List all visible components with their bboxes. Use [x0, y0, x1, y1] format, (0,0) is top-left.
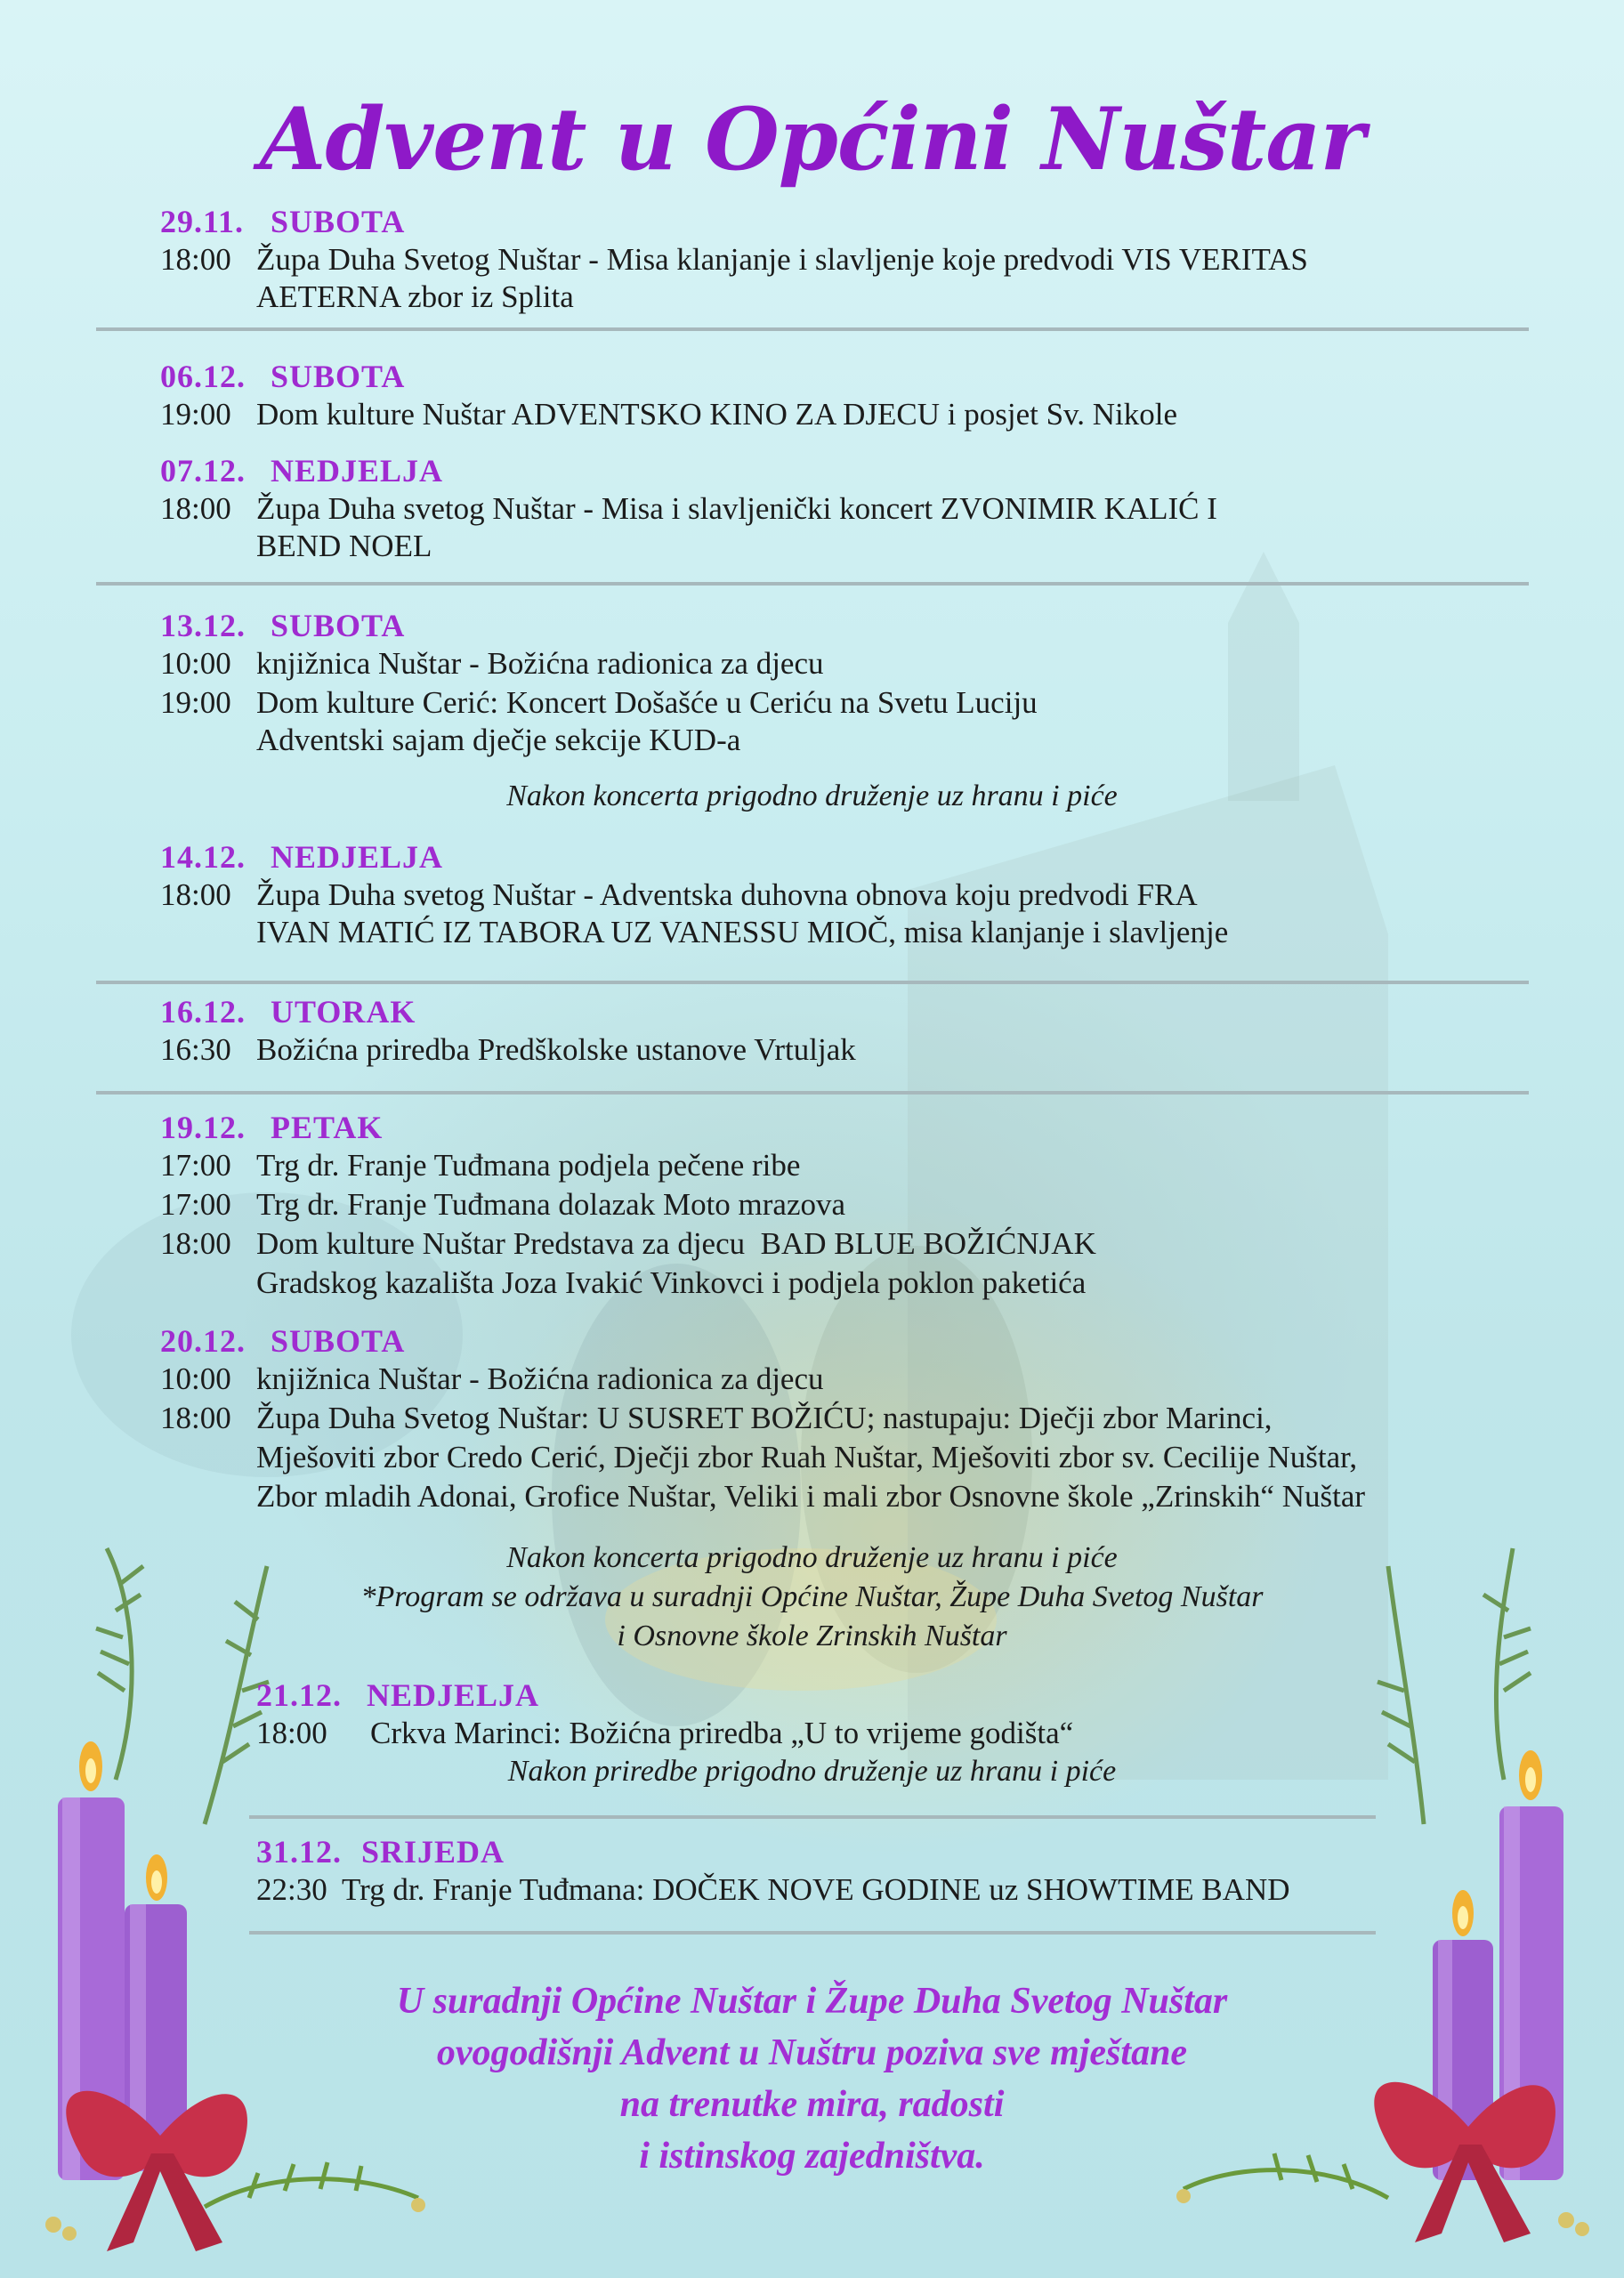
event-note: Nakon priredbe prigodno druženje uz hranu i piće	[507, 1755, 1117, 1788]
event-text: Dom kulture Cerić: Koncert Došašće u Ceriću na Svetu Luciju	[256, 685, 1038, 720]
event-date: 20.12.	[160, 1323, 246, 1359]
event-text: Župa Duha svetog Nuštar - Adventska duhovna obnova koju predvodi FRA	[256, 877, 1198, 912]
event-row	[160, 1148, 801, 1183]
event-row	[160, 646, 824, 682]
event-row	[160, 1226, 1096, 1262]
event-text: Trg dr. Franje Tuđmana podjela pečene ribe	[256, 1148, 801, 1183]
event-row	[160, 1401, 1273, 1436]
event-text-continued: IVAN MATIĆ IZ TABORA UZ VANESSU MIOČ, misa klanjanje i slavljenje	[256, 915, 1229, 949]
event-time: 18:00	[160, 1226, 231, 1261]
event-row	[160, 397, 1178, 432]
event-time: 18:00	[160, 491, 231, 526]
event-note: *Program se održava u suradnji Općine Nuštar, Župe Duha Svetog Nuštar	[360, 1580, 1264, 1613]
event-time: 22:30	[256, 1872, 327, 1907]
event-day: NEDJELJA	[271, 453, 444, 489]
event-text: Župa Duha Svetog Nuštar: U SUSRET BOŽIĆU; nastupaju: Dječji zbor Marinci,	[256, 1401, 1273, 1435]
event-date-header	[160, 1109, 383, 1146]
closing-line: U suradnji Općine Nuštar i Župe Duha Svetog Nuštar	[396, 1981, 1228, 2022]
event-row	[160, 242, 1308, 278]
event-text: Trg dr. Franje Tuđmana: DOČEK NOVE GODINE uz SHOWTIME BAND	[342, 1872, 1290, 1907]
event-time: 18:00	[160, 242, 231, 277]
event-date: 14.12.	[160, 839, 246, 875]
event-date: 31.12.	[256, 1834, 342, 1870]
event-date-header	[160, 358, 405, 395]
page-title: Advent u Općini Nuštar	[259, 89, 1365, 190]
event-text: Dom kulture Nuštar ADVENTSKO KINO ZA DJECU i posjet Sv. Nikole	[256, 397, 1178, 432]
event-text-continued: Adventski sajam dječje sekcije KUD-a	[256, 723, 741, 757]
event-text: knjižnica Nuštar - Božićna radionica za djecu	[256, 646, 824, 681]
event-time: 18:00	[160, 1401, 231, 1435]
event-date-header	[160, 607, 405, 644]
separator	[96, 582, 1529, 586]
event-date: 29.11.	[160, 204, 245, 239]
event-time: 18:00	[256, 1716, 327, 1750]
event-text: Dom kulture Nuštar Predstava za djecu BAD BLUE BOŽIĆNJAK	[256, 1226, 1096, 1261]
separator	[249, 1931, 1376, 1935]
event-date-header	[256, 1676, 539, 1714]
event-time: 17:00	[160, 1148, 231, 1183]
event-date: 16.12.	[160, 994, 246, 1030]
event-time: 19:00	[160, 397, 231, 432]
event-row	[160, 685, 1038, 721]
event-row	[160, 491, 1217, 527]
event-time: 17:00	[160, 1187, 231, 1222]
event-day: SUBOTA	[271, 1323, 406, 1359]
event-date: 19.12.	[160, 1110, 246, 1145]
event-day: SUBOTA	[271, 608, 406, 643]
closing-message	[0, 1975, 1624, 2182]
event-day: UTORAK	[271, 994, 416, 1030]
event-text: Župa Duha svetog Nuštar - Misa i slavljenički koncert ZVONIMIR KALIĆ I	[256, 491, 1217, 526]
separator	[96, 981, 1529, 984]
event-text-continued: Mješoviti zbor Credo Cerić, Dječji zbor Ruah Nuštar, Mješoviti zbor sv. Cecilije Nuštar,	[256, 1440, 1358, 1474]
event-date: 07.12.	[160, 453, 246, 489]
event-row	[160, 1187, 846, 1223]
event-row	[160, 1032, 856, 1068]
event-date-header	[160, 838, 443, 876]
event-date: 13.12.	[160, 608, 246, 643]
closing-line: ovogodišnji Advent u Nuštru poziva sve mještane	[436, 2032, 1188, 2073]
event-time: 10:00	[160, 646, 231, 681]
separator	[96, 1091, 1529, 1095]
event-day: NEDJELJA	[367, 1677, 540, 1713]
event-day: PETAK	[271, 1110, 384, 1145]
event-text: knjižnica Nuštar - Božićna radionica za djecu	[256, 1361, 824, 1396]
event-text-continued: Zbor mladih Adonai, Grofice Nuštar, Veliki i mali zbor Osnovne škole „Zrinskih“ Nuštar	[256, 1479, 1366, 1514]
event-text: Župa Duha Svetog Nuštar - Misa klanjanje i slavljenje koje predvodi VIS VERITAS	[256, 242, 1308, 277]
closing-line: na trenutke mira, radosti	[619, 2084, 1005, 2125]
event-text: Trg dr. Franje Tuđmana dolazak Moto mrazova	[256, 1187, 846, 1222]
event-note: Nakon koncerta prigodno druženje uz hranu i piće	[506, 1541, 1118, 1574]
event-text: Crkva Marinci: Božićna priredba „U to vrijeme godišta“	[370, 1716, 1074, 1750]
separator	[96, 327, 1529, 331]
closing-line: i istinskog zajedništva.	[639, 2136, 985, 2177]
event-text-continued: BEND NOEL	[256, 529, 432, 563]
event-day: SUBOTA	[271, 204, 406, 239]
event-day: SUBOTA	[271, 359, 406, 394]
event-date-header	[160, 1322, 405, 1360]
event-time: 18:00	[160, 877, 231, 912]
event-date-header	[160, 203, 405, 240]
event-row	[160, 877, 1198, 913]
event-day: SRIJEDA	[361, 1834, 505, 1870]
event-date: 21.12.	[256, 1677, 342, 1713]
event-text-continued: Gradskog kazališta Joza Ivakić Vinkovci i podjela poklon paketića	[256, 1265, 1087, 1300]
event-date: 06.12.	[160, 359, 246, 394]
event-row	[256, 1872, 1290, 1908]
event-date-header	[160, 993, 416, 1030]
event-date-header	[160, 452, 443, 489]
event-day: NEDJELJA	[271, 839, 444, 875]
event-time: 16:30	[160, 1032, 231, 1067]
separator	[249, 1815, 1376, 1819]
event-text-continued: AETERNA zbor iz Splita	[256, 279, 574, 314]
event-text: Božićna priredba Predškolske ustanove Vrtuljak	[256, 1032, 856, 1067]
event-note: i Osnovne škole Zrinskih Nuštar	[617, 1620, 1007, 1652]
event-note: Nakon koncerta prigodno druženje uz hranu i piće	[506, 780, 1118, 812]
event-row	[256, 1716, 1074, 1751]
event-date-header	[256, 1833, 505, 1870]
event-time: 19:00	[160, 685, 231, 720]
event-row	[160, 1361, 824, 1397]
event-time: 10:00	[160, 1361, 231, 1396]
